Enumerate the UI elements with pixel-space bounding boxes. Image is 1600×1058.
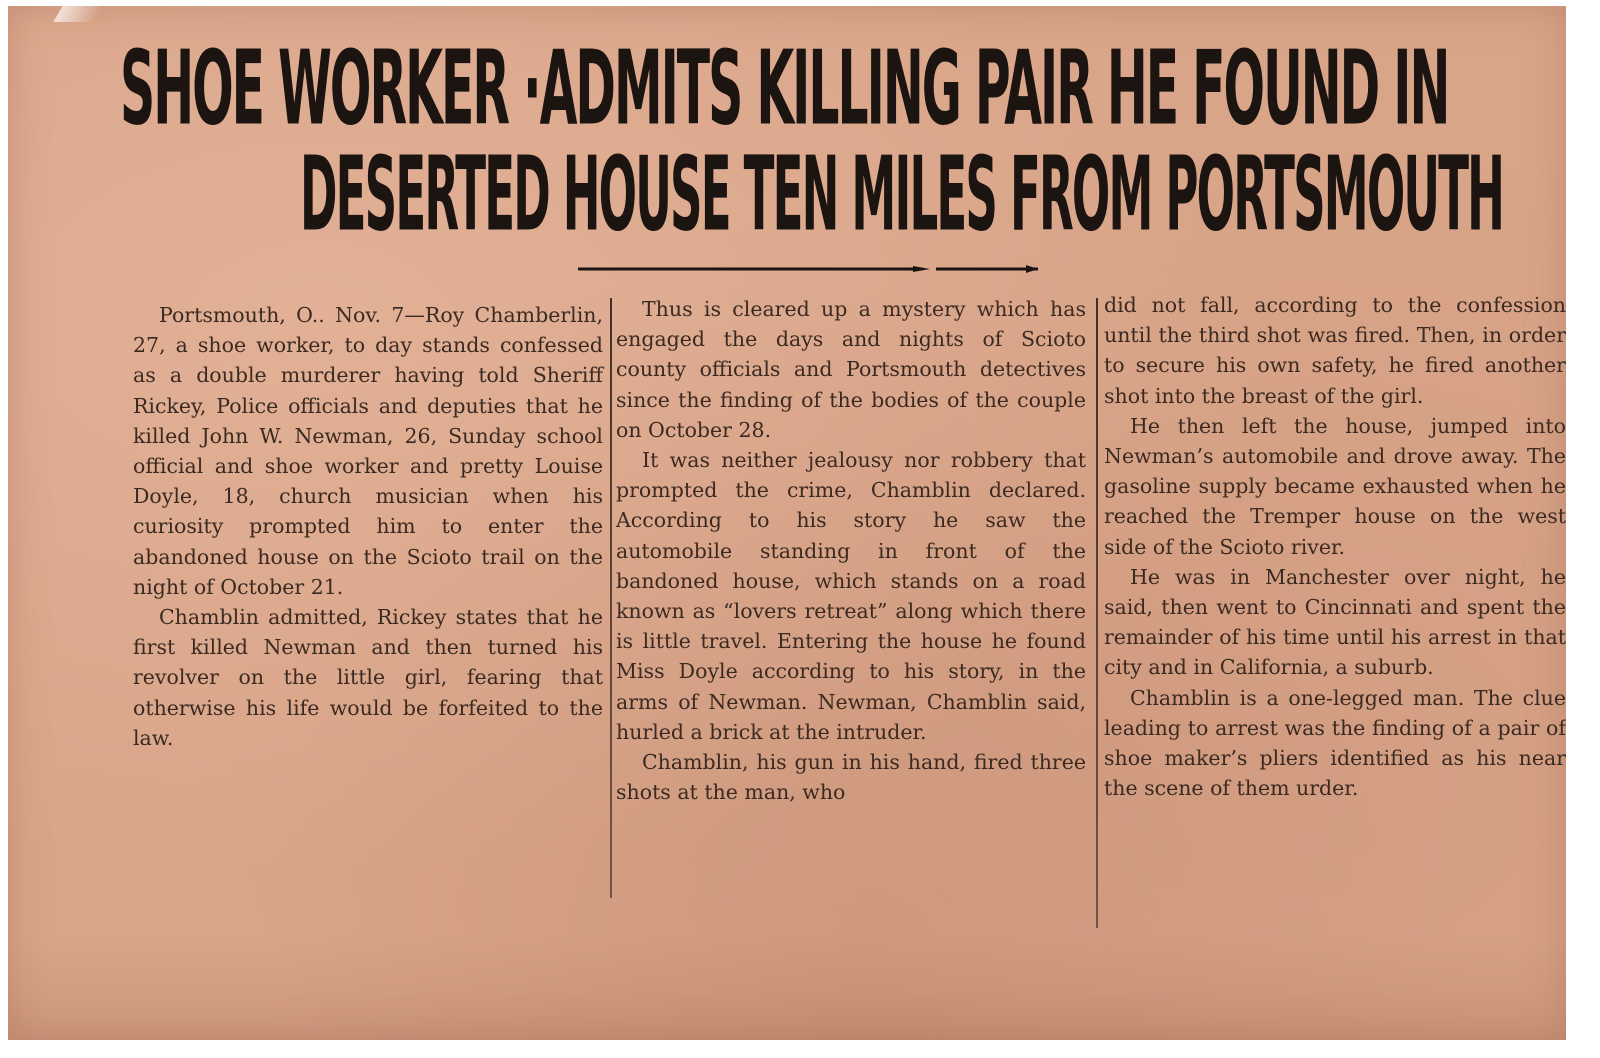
column-3-paragraph-2: He then left the house, jumped into Newman’s automobile and drove away. The gasoline supply became exhausted when he reached the Tremper house on the west side of the Scioto river. (1104, 413, 1566, 559)
newspaper-clipping (8, 6, 1566, 1040)
column-2 (616, 294, 1086, 807)
column-2-paragraph-2: It was neither jealousy nor robbery that prompted the crime, Chamblin declared. According to his story he saw the automobile standing in front of the bandoned house, which stands on a road known as “lovers retreat” along which there is little travel. Entering the house he found Miss Doyle according to his story, in the arms of Newman. Newman, Chamblin said, hurled a brick at the intruder. (616, 448, 1086, 744)
headline-dash-rule (578, 263, 1038, 275)
column-divider-1 (610, 298, 612, 898)
column-3-paragraph-1: did not fall, according to the confession until the third shot was fired. Then, in order to secure his own safety, he fired another shot into the breast of the girl. (1104, 293, 1566, 408)
column-1-paragraph-2: Chamblin admitted, Rickey states that he first killed Newman and then turned his revolver on the little girl, fearing that otherwise his life would be forfeited to the law. (133, 605, 603, 750)
paper-bottom-shading (8, 936, 1566, 1040)
column-3-paragraph-4: Chamblin is a one-legged man. The clue leading to arrest was the finding of a pair of shoe maker’s pliers identified as his near the scene of them urder. (1104, 685, 1566, 801)
article-columns (128, 290, 1566, 930)
column-3-paragraph-3: He was in Manchester over night, he said, then went to Cincinnati and spent the remainder of his time until his arrest in that city and in California, a suburb. (1104, 564, 1566, 680)
torn-corner (53, 6, 102, 22)
column-1-paragraph-1: Portsmouth, O.. Nov. 7—Roy Chamberlin, 27, a shoe worker, to day stands confessed as a double murderer having told Sheriff Rickey, Police officials and deputies that he killed John W. Newman, 26, Sunday school official and shoe worker and pretty Louise Doyle, 18, church musician when his curiosity prompted him to enter the abandoned house on the Scioto trail on the night of October 21. (133, 303, 603, 599)
column-3 (1104, 290, 1566, 803)
headline-line-1: SHOE WORKER ·ADMITS KILLING PAIR HE FOUND IN (120, 29, 1449, 149)
column-1 (133, 300, 603, 753)
column-2-paragraph-1: Thus is cleared up a mystery which has engaged the days and nights of Scioto county officials and Portsmouth detectives since the finding of the bodies of the couple on October 28. (616, 297, 1086, 442)
column-2-paragraph-3: Chamblin, his gun in his hand, fired three shots at the man, who (616, 750, 1086, 805)
headline-line-2: DESERTED HOUSE TEN MILES FROM PORTSMOUTH (300, 135, 1504, 255)
column-divider-2 (1096, 298, 1098, 928)
